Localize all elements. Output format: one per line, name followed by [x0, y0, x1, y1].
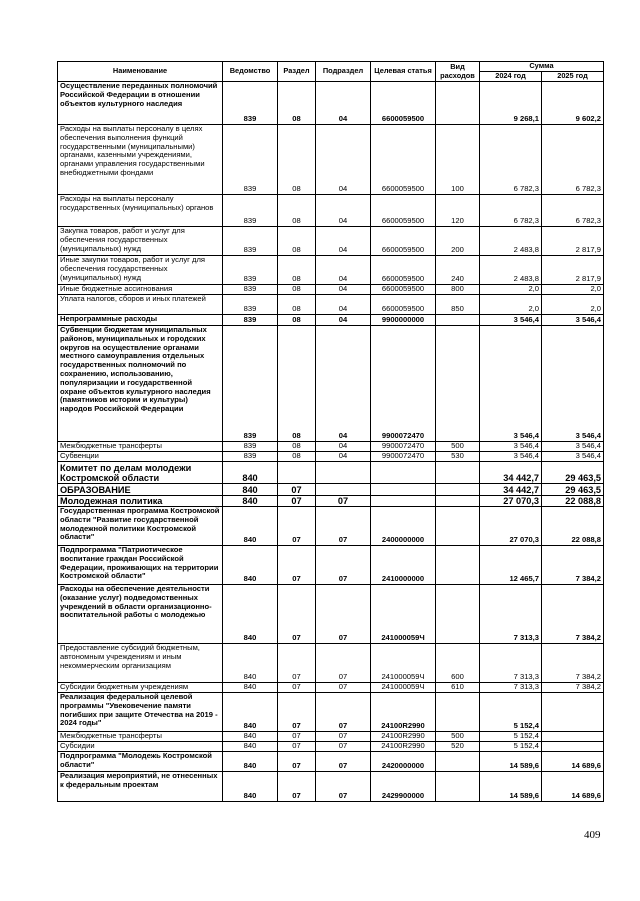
header-target: Целевая статья — [371, 62, 436, 82]
row-ministry: 840 — [223, 462, 278, 484]
budget-table — [57, 61, 604, 802]
row-target: 6600059500 — [371, 125, 436, 195]
row-subsection — [316, 484, 371, 496]
row-ministry: 840 — [223, 742, 278, 752]
row-target: 6600059500 — [371, 195, 436, 227]
row-sum-2025: 6 782,3 — [542, 125, 604, 195]
row-sum-2024: 12 465,7 — [480, 546, 542, 585]
row-sum-2025: 3 546,4 — [542, 442, 604, 452]
table-row — [58, 742, 604, 752]
row-sum-2025: 9 602,2 — [542, 82, 604, 125]
row-name: ОБРАЗОВАНИЕ — [58, 484, 223, 496]
row-sum-2025 — [542, 732, 604, 742]
row-subsection — [316, 462, 371, 484]
row-target — [371, 462, 436, 484]
table-row — [58, 256, 604, 285]
row-section: 07 — [278, 752, 316, 772]
row-name: Реализация мероприятий, не отнесенных к федеральным проектам — [58, 772, 223, 802]
page-number: 409 — [584, 829, 601, 841]
row-ministry: 840 — [223, 546, 278, 585]
row-sum-2025: 2 817,9 — [542, 227, 604, 256]
row-exptype: 240 — [436, 256, 480, 285]
row-sum-2024: 14 589,6 — [480, 772, 542, 802]
row-ministry: 839 — [223, 442, 278, 452]
row-exptype — [436, 326, 480, 442]
row-sum-2024: 14 589,6 — [480, 752, 542, 772]
table-row — [58, 326, 604, 442]
table-row — [58, 772, 604, 802]
row-target: 2429900000 — [371, 772, 436, 802]
row-exptype: 610 — [436, 683, 480, 693]
row-sum-2025: 29 463,5 — [542, 484, 604, 496]
row-section: 07 — [278, 772, 316, 802]
row-section: 08 — [278, 227, 316, 256]
row-section — [278, 462, 316, 484]
row-section: 08 — [278, 295, 316, 315]
row-sum-2024: 3 546,4 — [480, 315, 542, 326]
table-row — [58, 227, 604, 256]
row-subsection: 04 — [316, 125, 371, 195]
row-sum-2024: 6 782,3 — [480, 195, 542, 227]
row-sum-2025: 14 689,6 — [542, 772, 604, 802]
table-row — [58, 442, 604, 452]
row-sum-2025: 7 384,2 — [542, 683, 604, 693]
row-subsection: 04 — [316, 442, 371, 452]
table-row — [58, 452, 604, 462]
table-row — [58, 752, 604, 772]
row-section: 07 — [278, 693, 316, 732]
row-name: Непрограммные расходы — [58, 315, 223, 326]
row-ministry: 840 — [223, 496, 278, 507]
row-sum-2025: 2 817,9 — [542, 256, 604, 285]
table-row — [58, 125, 604, 195]
row-sum-2024: 7 313,3 — [480, 683, 542, 693]
row-target: 24100R2990 — [371, 742, 436, 752]
row-name: Расходы на выплаты персоналу в целях обеспечения выполнения функций государственными (муниципальными) органами, казенными учреждениями, органами управления государственными внебюджетными фондами — [58, 125, 223, 195]
row-section: 07 — [278, 644, 316, 683]
row-sum-2024: 7 313,3 — [480, 585, 542, 644]
row-ministry: 839 — [223, 256, 278, 285]
row-sum-2024: 2 483,8 — [480, 256, 542, 285]
row-exptype: 100 — [436, 125, 480, 195]
table-row — [58, 285, 604, 295]
row-subsection: 04 — [316, 452, 371, 462]
row-target — [371, 496, 436, 507]
row-subsection: 04 — [316, 326, 371, 442]
row-sum-2024: 34 442,7 — [480, 484, 542, 496]
row-name: Иные закупки товаров, работ и услуг для обеспечения государственных (муниципальных) нужд — [58, 256, 223, 285]
row-sum-2024: 3 546,4 — [480, 442, 542, 452]
table-row — [58, 82, 604, 125]
row-target: 9900000000 — [371, 315, 436, 326]
row-exptype: 500 — [436, 732, 480, 742]
row-exptype — [436, 546, 480, 585]
row-exptype: 500 — [436, 442, 480, 452]
row-ministry: 840 — [223, 772, 278, 802]
row-name: Предоставление субсидий бюджетным, автономным учреждениям и иным некоммерческим организациям — [58, 644, 223, 683]
row-section: 08 — [278, 315, 316, 326]
row-ministry: 839 — [223, 227, 278, 256]
row-sum-2024: 5 152,4 — [480, 732, 542, 742]
row-sum-2024: 7 313,3 — [480, 644, 542, 683]
row-name: Молодежная политика — [58, 496, 223, 507]
row-ministry: 839 — [223, 125, 278, 195]
row-target: 241000059Ч — [371, 644, 436, 683]
table-row — [58, 585, 604, 644]
row-subsection: 04 — [316, 285, 371, 295]
table-row — [58, 683, 604, 693]
row-section: 07 — [278, 742, 316, 752]
row-target: 6600059500 — [371, 295, 436, 315]
row-target — [371, 484, 436, 496]
row-target: 9900072470 — [371, 442, 436, 452]
row-sum-2025: 3 546,4 — [542, 315, 604, 326]
row-target: 2400000000 — [371, 507, 436, 546]
row-ministry: 840 — [223, 693, 278, 732]
row-ministry: 839 — [223, 285, 278, 295]
row-sum-2025: 29 463,5 — [542, 462, 604, 484]
row-name: Межбюджетные трансферты — [58, 732, 223, 742]
row-exptype: 800 — [436, 285, 480, 295]
row-target: 6600059500 — [371, 285, 436, 295]
row-target: 6600059500 — [371, 82, 436, 125]
row-subsection: 04 — [316, 195, 371, 227]
header-exptype: Вид расходов — [436, 62, 480, 82]
row-section: 08 — [278, 195, 316, 227]
row-subsection: 04 — [316, 315, 371, 326]
row-section: 08 — [278, 82, 316, 125]
row-sum-2025 — [542, 693, 604, 732]
row-section: 08 — [278, 452, 316, 462]
row-sum-2025: 7 384,2 — [542, 585, 604, 644]
row-exptype — [436, 315, 480, 326]
row-subsection: 04 — [316, 295, 371, 315]
row-exptype — [436, 82, 480, 125]
row-sum-2024: 6 782,3 — [480, 125, 542, 195]
row-target: 241000059Ч — [371, 585, 436, 644]
row-section: 07 — [278, 683, 316, 693]
table-body — [58, 82, 604, 802]
header-name: Наименование — [58, 62, 223, 82]
table-row — [58, 732, 604, 742]
row-ministry: 839 — [223, 315, 278, 326]
row-subsection: 07 — [316, 546, 371, 585]
row-exptype — [436, 507, 480, 546]
row-exptype — [436, 462, 480, 484]
row-sum-2024: 2,0 — [480, 295, 542, 315]
row-sum-2024: 2 483,8 — [480, 227, 542, 256]
table-row — [58, 295, 604, 315]
row-name: Комитет по делам молодежи Костромской области — [58, 462, 223, 484]
row-sum-2025: 22 088,8 — [542, 496, 604, 507]
row-target: 9900072470 — [371, 326, 436, 442]
row-subsection: 04 — [316, 82, 371, 125]
row-name: Субвенции бюджетам муниципальных районов, муниципальных и городских округов на осуществление органами местного самоуправления отдельных государственных полномочий по сохранению, использованию, популяризации и государственной охране объектов культурного наследия (памятников истории и культуры) народов Российской Федерации — [58, 326, 223, 442]
row-sum-2024: 9 268,1 — [480, 82, 542, 125]
row-name: Осуществление переданных полномочий Российской Федерации в отношении объектов культурного наследия — [58, 82, 223, 125]
row-name: Иные бюджетные ассигнования — [58, 285, 223, 295]
row-name: Субсидии — [58, 742, 223, 752]
row-exptype — [436, 496, 480, 507]
row-exptype — [436, 772, 480, 802]
row-subsection: 04 — [316, 227, 371, 256]
header-subsection: Подраздел — [316, 62, 371, 82]
row-exptype: 200 — [436, 227, 480, 256]
row-name: Подпрограмма "Патриотическое воспитание граждан Российской Федерации, проживающих на территории Костромской области" — [58, 546, 223, 585]
row-sum-2025 — [542, 742, 604, 752]
row-ministry: 840 — [223, 752, 278, 772]
row-name: Государственная программа Костромской области "Развитие государственной молодежной политики Костромской области" — [58, 507, 223, 546]
row-exptype — [436, 585, 480, 644]
header-section: Раздел — [278, 62, 316, 82]
row-exptype: 120 — [436, 195, 480, 227]
row-target: 2420000000 — [371, 752, 436, 772]
row-subsection: 07 — [316, 496, 371, 507]
header-ministry: Ведомство — [223, 62, 278, 82]
table-row — [58, 315, 604, 326]
row-section: 07 — [278, 546, 316, 585]
row-ministry: 840 — [223, 484, 278, 496]
row-section: 08 — [278, 125, 316, 195]
row-subsection: 07 — [316, 772, 371, 802]
row-section: 07 — [278, 585, 316, 644]
row-sum-2025: 7 384,2 — [542, 644, 604, 683]
row-target: 9900072470 — [371, 452, 436, 462]
row-section: 07 — [278, 496, 316, 507]
row-target: 24100R2990 — [371, 732, 436, 742]
row-sum-2024: 5 152,4 — [480, 742, 542, 752]
row-sum-2025: 3 546,4 — [542, 452, 604, 462]
row-ministry: 840 — [223, 644, 278, 683]
row-exptype: 850 — [436, 295, 480, 315]
row-sum-2024: 5 152,4 — [480, 693, 542, 732]
row-sum-2024: 2,0 — [480, 285, 542, 295]
row-ministry: 839 — [223, 82, 278, 125]
row-exptype — [436, 693, 480, 732]
row-exptype — [436, 484, 480, 496]
row-sum-2024: 27 070,3 — [480, 507, 542, 546]
row-name: Межбюджетные трансферты — [58, 442, 223, 452]
row-name: Субвенции — [58, 452, 223, 462]
row-subsection: 07 — [316, 507, 371, 546]
row-subsection: 07 — [316, 752, 371, 772]
row-ministry: 840 — [223, 585, 278, 644]
row-ministry: 839 — [223, 295, 278, 315]
row-subsection: 07 — [316, 693, 371, 732]
row-ministry: 839 — [223, 195, 278, 227]
row-section: 07 — [278, 732, 316, 742]
row-exptype — [436, 752, 480, 772]
row-section: 07 — [278, 484, 316, 496]
row-subsection: 07 — [316, 742, 371, 752]
row-exptype: 530 — [436, 452, 480, 462]
row-sum-2024: 3 546,4 — [480, 452, 542, 462]
row-name: Уплата налогов, сборов и иных платежей — [58, 295, 223, 315]
row-subsection: 07 — [316, 732, 371, 742]
table-row — [58, 462, 604, 484]
row-target: 24100R2990 — [371, 693, 436, 732]
row-subsection: 07 — [316, 683, 371, 693]
row-section: 07 — [278, 507, 316, 546]
row-ministry: 840 — [223, 683, 278, 693]
row-name: Реализация федеральной целевой программы "Увековечение памяти погибших при защите Отечества на 2019 - 2024 годы" — [58, 693, 223, 732]
table-row — [58, 496, 604, 507]
header-year-2024: 2024 год — [480, 72, 542, 82]
row-subsection: 04 — [316, 256, 371, 285]
row-sum-2025: 6 782,3 — [542, 195, 604, 227]
table-row — [58, 507, 604, 546]
row-target: 241000059Ч — [371, 683, 436, 693]
row-ministry: 839 — [223, 452, 278, 462]
row-sum-2025: 22 088,8 — [542, 507, 604, 546]
row-target: 6600059500 — [371, 256, 436, 285]
row-section: 08 — [278, 442, 316, 452]
row-ministry: 840 — [223, 507, 278, 546]
table-row — [58, 693, 604, 732]
row-section: 08 — [278, 256, 316, 285]
row-sum-2024: 34 442,7 — [480, 462, 542, 484]
row-sum-2025: 14 689,6 — [542, 752, 604, 772]
table-row — [58, 644, 604, 683]
row-exptype: 600 — [436, 644, 480, 683]
row-exptype: 520 — [436, 742, 480, 752]
row-name: Закупка товаров, работ и услуг для обеспечения государственных (муниципальных) нужд — [58, 227, 223, 256]
row-sum-2025: 3 546,4 — [542, 326, 604, 442]
row-ministry: 840 — [223, 732, 278, 742]
row-sum-2024: 3 546,4 — [480, 326, 542, 442]
row-name: Подпрограмма "Молодежь Костромской области" — [58, 752, 223, 772]
row-name: Расходы на обеспечение деятельности (оказание услуг) подведомственных учреждений в области организационно-воспитательной работы с молодежью — [58, 585, 223, 644]
row-sum-2025: 2,0 — [542, 285, 604, 295]
row-target: 6600059500 — [371, 227, 436, 256]
header-sum: Сумма — [480, 62, 604, 72]
table-row — [58, 546, 604, 585]
row-section: 08 — [278, 326, 316, 442]
row-subsection: 07 — [316, 644, 371, 683]
table-row — [58, 195, 604, 227]
header-year-2025: 2025 год — [542, 72, 604, 82]
row-section: 08 — [278, 285, 316, 295]
row-name: Субсидии бюджетным учреждениям — [58, 683, 223, 693]
row-target: 2410000000 — [371, 546, 436, 585]
table-row — [58, 484, 604, 496]
row-sum-2025: 2,0 — [542, 295, 604, 315]
row-subsection: 07 — [316, 585, 371, 644]
row-sum-2025: 7 384,2 — [542, 546, 604, 585]
row-sum-2024: 27 070,3 — [480, 496, 542, 507]
row-name: Расходы на выплаты персоналу государственных (муниципальных) органов — [58, 195, 223, 227]
row-ministry: 839 — [223, 326, 278, 442]
